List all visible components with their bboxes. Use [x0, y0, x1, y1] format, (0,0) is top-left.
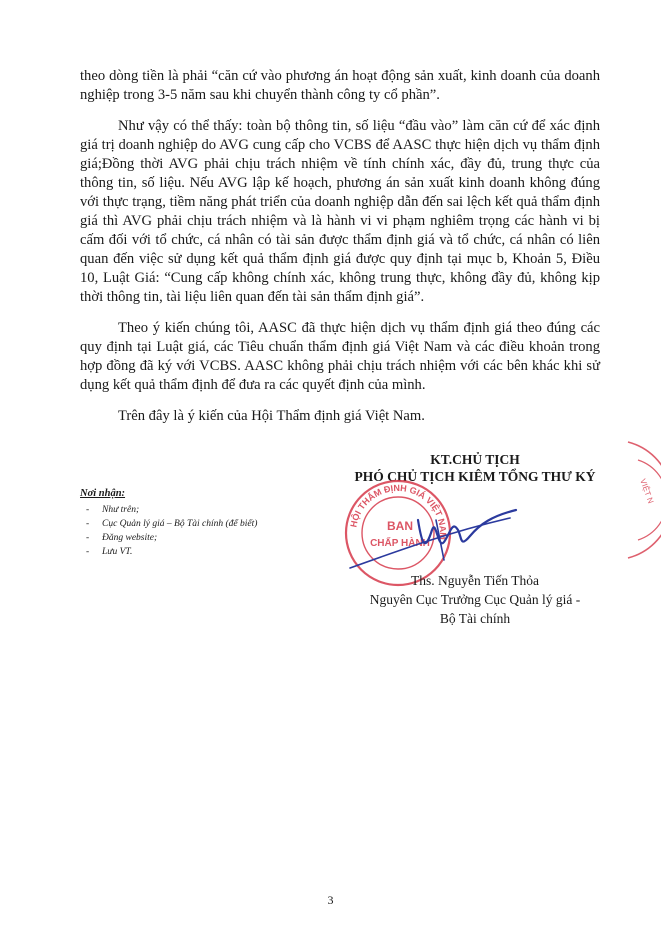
edge-stamp — [620, 430, 661, 570]
recipients-block — [80, 487, 330, 559]
recipients-list — [80, 503, 330, 559]
paragraph-4: Trên đây là ý kiến của Hội Thẩm định giá Việt Nam. — [118, 408, 425, 424]
letter-body — [80, 67, 600, 438]
signer-name: Ths. Nguyễn Tiến Thỏa — [410, 573, 539, 588]
recipient-item: - Đăng website; — [80, 531, 330, 545]
signer-role-1: Nguyên Cục Trưởng Cục Quản lý giá - — [369, 592, 581, 607]
recipient-item: - Lưu VT. — [80, 545, 330, 559]
paragraph-2: Như vậy có thể thấy: toàn bộ thông tin, số liệu “đầu vào” làm căn cứ để xác định giá trị doanh nghiệp do AVG cung cấp cho VCBS để AASC thực hiện dịch vụ thẩm định giá;Đồng thời AVG phải chịu trách nhiệm về tính chính xác, đầy đủ, trung thực của thông tin, số liệu. Nếu AVG lập kế hoạch, phương án sản xuất kinh doanh không đúng với thực trạng, tiềm năng phát triển của doanh nghiệp dẫn đến sai lệch kết quả thẩm định giá thì AVG phải chịu trách nhiệm và là hành vi vi phạm nghiêm trọng các hành vi bị cấm đối với tổ chức, cá nhân có tài sản được thẩm định giá và tổ chức, cá nhân có liên quan đến việc sử dụng kết quả thẩm định giá được quy định tại mục b, Khoản 5, Điều 10, Luật Giá: “Cung cấp không chính xác, không trung thực, không đầy đủ, không kịp thời thông tin, tài liệu liên quan đến tài sản thẩm định giá”. — [80, 118, 600, 305]
signature-line-2: PHÓ CHỦ TỊCH KIÊM TỔNG THƯ KÝ — [354, 469, 596, 484]
edge-stamp-text: VIỆT N — [638, 477, 656, 505]
paragraph-1: theo dòng tiền là phải “căn cứ vào phương án hoạt động sản xuất, kinh doanh của doanh nghiệp trong 3-5 năm sau khi chuyển thành công ty cổ phần”. — [80, 68, 600, 103]
stamp-center-1: BAN — [387, 519, 413, 533]
stamp-center-2: CHẤP HÀNH — [370, 538, 430, 549]
paragraph-3: Theo ý kiến chúng tôi, AASC đã thực hiện dịch vụ thẩm định giá theo đúng các quy định tại Luật giá, các Tiêu chuẩn thẩm định giá Việt Nam và các điều khoản trong hợp đồng đã ký với VCBS. AASC không phải chịu trách nhiệm với các bên khác khi sử dụng kết quả thẩm định để đưa ra các quyết định của mình. — [80, 320, 600, 393]
page-number: 3 — [327, 893, 334, 907]
recipients-title: Nơi nhận: — [80, 488, 126, 499]
stamp-ring-text: HỘI THẨM ĐỊNH GIÁ VIỆT NAM — [348, 482, 449, 541]
signer-role-2: Bộ Tài chính — [439, 611, 511, 626]
signature-line-1: KT.CHỦ TỊCH — [430, 452, 520, 467]
recipient-item: - Cục Quản lý giá – Bộ Tài chính (để biết) — [80, 517, 330, 531]
recipient-item: - Như trên; — [80, 503, 330, 517]
signer-block — [350, 571, 600, 628]
